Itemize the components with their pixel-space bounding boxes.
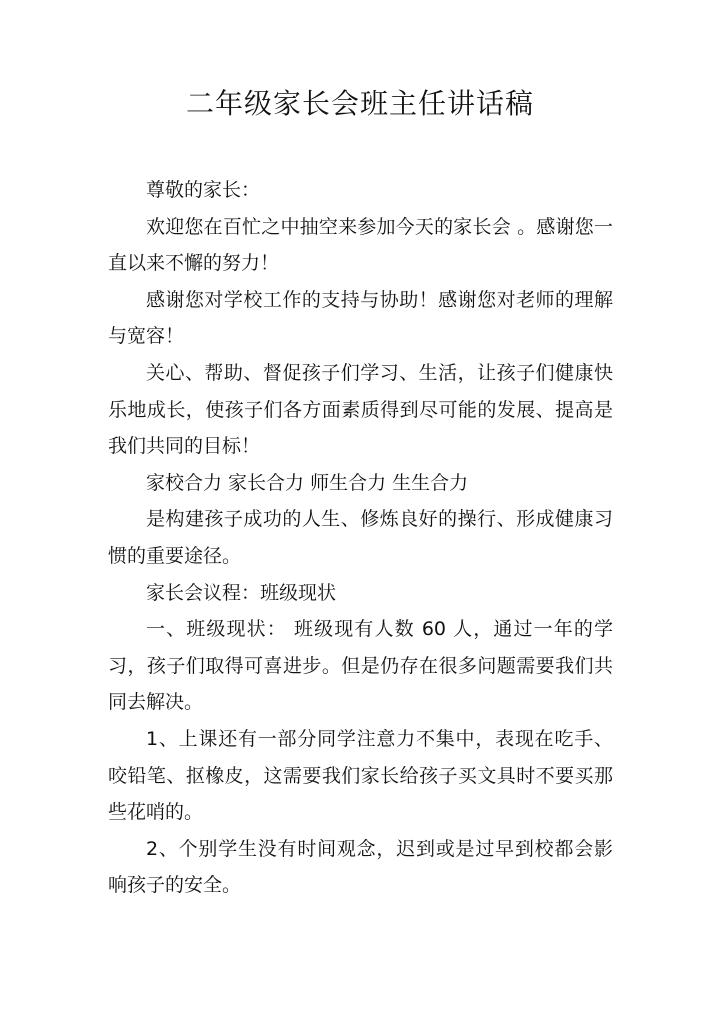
paragraph-thanks: 感谢您对学校工作的支持与协助！感谢您对老师的理解与宽容！ [108, 288, 613, 348]
paragraph-issue-1: 1、上课还有一部分同学注意力不集中，表现在吃手、咬铅笔、抠橡皮，这需要我们家长给孩子买文具时不要买那些花哨的。 [108, 727, 613, 824]
document-title: 二年级家长会班主任讲话稿 [185, 87, 534, 120]
paragraph-salutation: 尊敬的家长： [146, 179, 261, 201]
paragraph-goal: 关心、帮助、督促孩子们学习、生活，让孩子们健康快乐地成长，使孩子们各方面素质得到尽可能的发展、提高是我们共同的目标！ [108, 361, 613, 458]
paragraph-class-status: 一、班级现状： 班级现有人数 60 人，通过一年的学习，孩子们取得可喜进步。但是仍存在很多问题需要我们共同去解决。 [108, 618, 613, 714]
paragraph-importance: 是构建孩子成功的人生、修炼良好的操行、形成健康习惯的重要途径。 [108, 508, 613, 567]
paragraph-cooperation: 家校合力 家长合力 师生合力 生生合力 [146, 471, 469, 494]
paragraph-welcome: 欢迎您在百忙之中抽空来参加今天的家长会 。感谢您一直以来不懈的努力！ [108, 215, 613, 275]
paragraph-agenda: 家长会议程：班级现状 [146, 581, 337, 604]
document-body [108, 172, 613, 904]
paragraph-issue-2: 2、个别学生没有时间观念，迟到或是过早到校都会影响孩子的安全。 [108, 837, 613, 897]
